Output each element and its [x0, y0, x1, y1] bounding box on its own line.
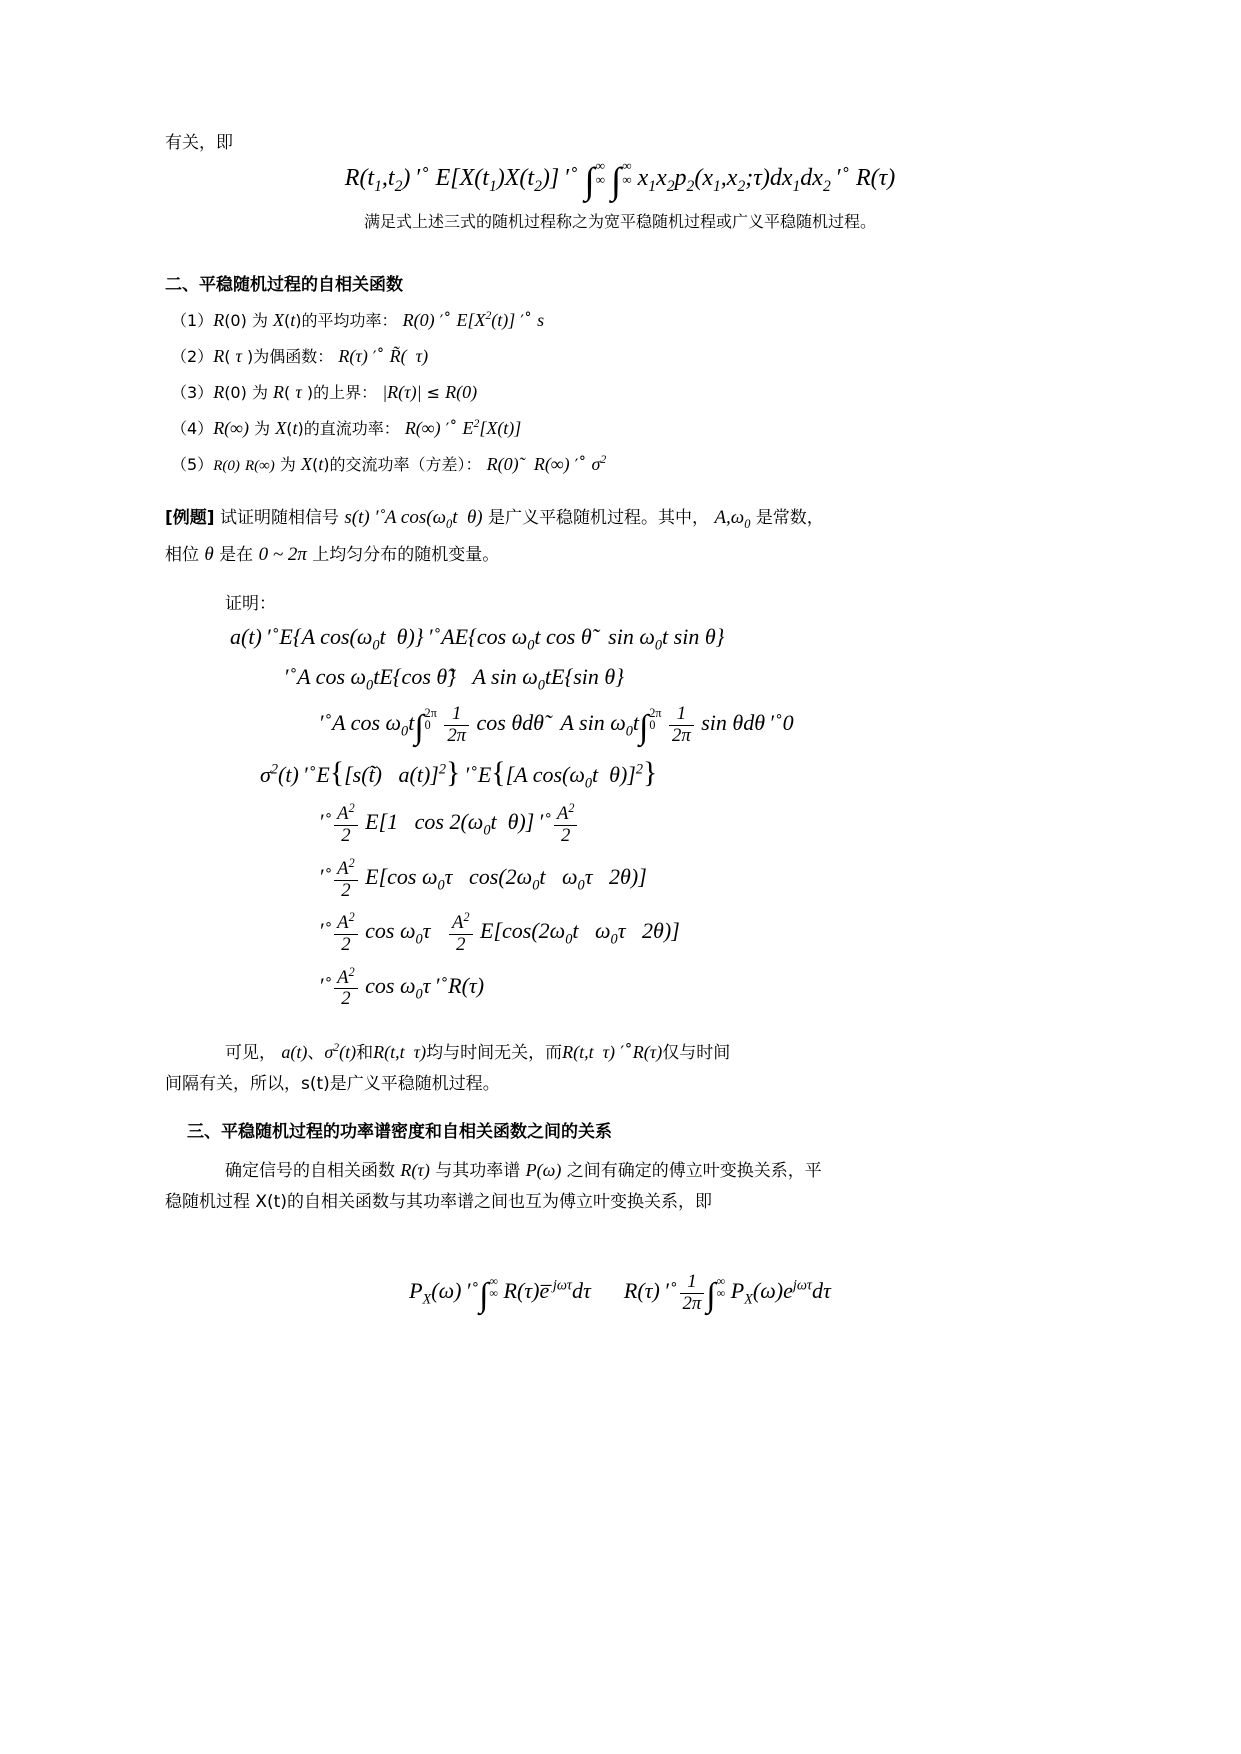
proof-equation-3: ′˚A $\cos \omega_0t\int$ 2π 0 $\frac{1}{2\pi}$ cos θdθ̃ A $\sin \omega_0t\int$ 2π 0 $\frac{1}{2\pi}$ sin θdθ ′˚0: [320, 703, 794, 747]
equation-main-note: 满足式上述三式的随机过程称之为宽平稳随机过程或广义平稳随机过程。: [363, 212, 876, 232]
section-heading-3: 三、平稳随机过程的功率谱密度和自相关函数之间的关系: [187, 1122, 612, 1143]
conclusion-text-3: 和: [356, 1042, 374, 1063]
conclusion-line-2: 间隔有关，所以，s(t)是广义平稳随机过程。: [165, 1073, 500, 1094]
example-label: [例题]: [165, 508, 215, 529]
property-item-4: （4）R(∞) 为 X(t)的直流功率： R(∞) ′˚ $E^2[X(t)]$: [171, 417, 522, 439]
proof-equation-1: a(t) ′˚E{A $\cos(\omega_0t$ θ)} ′˚AE{cos $\omega_0t$ cos θ̃ $\sin \omega_0t$ sin θ}: [230, 623, 725, 654]
conclusion-sep: 、: [307, 1042, 325, 1063]
example-text-4: 相位: [165, 544, 199, 565]
proof-equation-7: ′˚ $\frac{A^2}{2}$ $\cos \omega_0\tau$ $\frac{A^2}{2}$ $E[\cos(2\omega_0t$ $\omega_0\tau$ 2θ)]: [320, 910, 680, 955]
property-item-5: （5）R(0) R(∞) 为 X(t)的交流功率（方差）： R(0)̃ R(∞) ′˚ $\sigma^2$: [171, 453, 607, 475]
proof-label: 证明：: [225, 593, 276, 614]
example-text-3: 是常数，: [755, 508, 824, 529]
s3-text-c: 之间有确定的傅立叶变换关系，平: [566, 1161, 822, 1182]
s3-text-a: 确定信号的自相关函数: [225, 1161, 395, 1182]
property-item-2: （2）R( τ )为偶函数： R(τ) ′˚ R̃( τ): [171, 346, 429, 367]
intro-line: 有关，即: [165, 133, 233, 153]
conclusion-text-5: 仅与时间: [662, 1042, 731, 1063]
conclusion-text-1: 可见，: [225, 1042, 276, 1063]
s3-text-d: 稳随机过程 X(t)的自相关函数与其功率谱之间也互为傅立叶变换关系，即: [165, 1191, 712, 1212]
s3-text-b: 与其功率谱: [435, 1161, 521, 1182]
example-text-1: 试证明随相信号: [219, 508, 339, 529]
example-text-6: 上均匀分布的随机变量。: [312, 544, 500, 565]
proof-equation-8: ′˚ $\frac{A^2}{2}$ $\cos \omega_0\tau$ ′˚R(τ): [320, 964, 485, 1010]
conclusion-paragraph: 可见， a(t)、$\sigma^2(t)$和R(t,t τ)均与时间无关，而R(t,t τ) ′˚R(τ)仅与时间 间隔有关，所以，s(t)是广义平稳随机过程。: [165, 1040, 731, 1094]
document-content: [165, 128, 1075, 1315]
section3-paragraph-1: 确定信号的自相关函数 R(τ) 与其功率谱 P(ω) 之间有确定的傅立叶变换关系，平 稳随机过程 X(t)的自相关函数与其功率谱之间也互为傅立叶变换关系，即: [165, 1160, 822, 1212]
equation-main: $R(t_1,t_2)$ ′˚ $E[X(t_1)X(t_2)]$ ′˚ ∫ ∞ ∞ ∫ ∞ ∞ $x_1x_2p_2(x_1,x_2;\tau)dx_1dx_2$ ′˚ R(τ): [344, 158, 896, 203]
conclusion-text-4: 均与时间无关，而: [426, 1042, 563, 1063]
example-text-2: 是广义平稳随机过程。其中，: [488, 508, 710, 529]
proof-equation-2: ′˚A $\cos \omega_0tE\{\cos$ θ̃} A $\sin \omega_0tE\{\sin$ θ}: [285, 664, 625, 694]
example-paragraph: [例题] 试证明随相信号 s(t) ′˚A $\cos(\omega_0t$ θ) 是广义平稳随机过程。其中， $A,\omega_0$ 是常数， 相位 θ 是在 0 ~ 2π 上均匀分布的随机变量。: [165, 507, 824, 565]
property-item-3: （3）R(0) 为 R( τ )的上界： |R(τ)| ≤ R(0): [171, 382, 478, 403]
section-heading-2: 二、平稳随机过程的自相关函数: [165, 275, 403, 296]
final-equation: $P_X(\omega)$ ′˚∫ ∞ ∞ R(τ)e̅ $^{j\omega\tau}$dτ R(τ) ′˚ $\frac{1}{2\pi}$ ∫ ∞ ∞ $P_X(\omega)e^{j\omega\tau}d\tau$: [409, 1271, 831, 1314]
proof-equation-4: $\sigma^2(t)$ ′˚E{[s(t̃) a(t)]$^2$} ′˚E{[A $\cos(\omega_0t$ θ)]$^2$}: [260, 757, 658, 792]
property-item-1: （1）R(0) 为 X(t)的平均功率： R(0) ′˚ $E[X^2(t)]$ ′˚ s: [171, 309, 545, 331]
proof-equation-5: ′˚ $\frac{A^2}{2}$ E[1 $\cos 2(\omega_0t$ θ)] ′˚ $\frac{A^2}{2}$: [320, 802, 1075, 846]
proof-equation-6: ′˚ $\frac{A^2}{2}$ E[cos $\omega_0\tau$ $\cos(2\omega_0t$ $\omega_0\tau$ 2θ)]: [320, 855, 647, 901]
example-text-5: 是在: [219, 544, 254, 565]
